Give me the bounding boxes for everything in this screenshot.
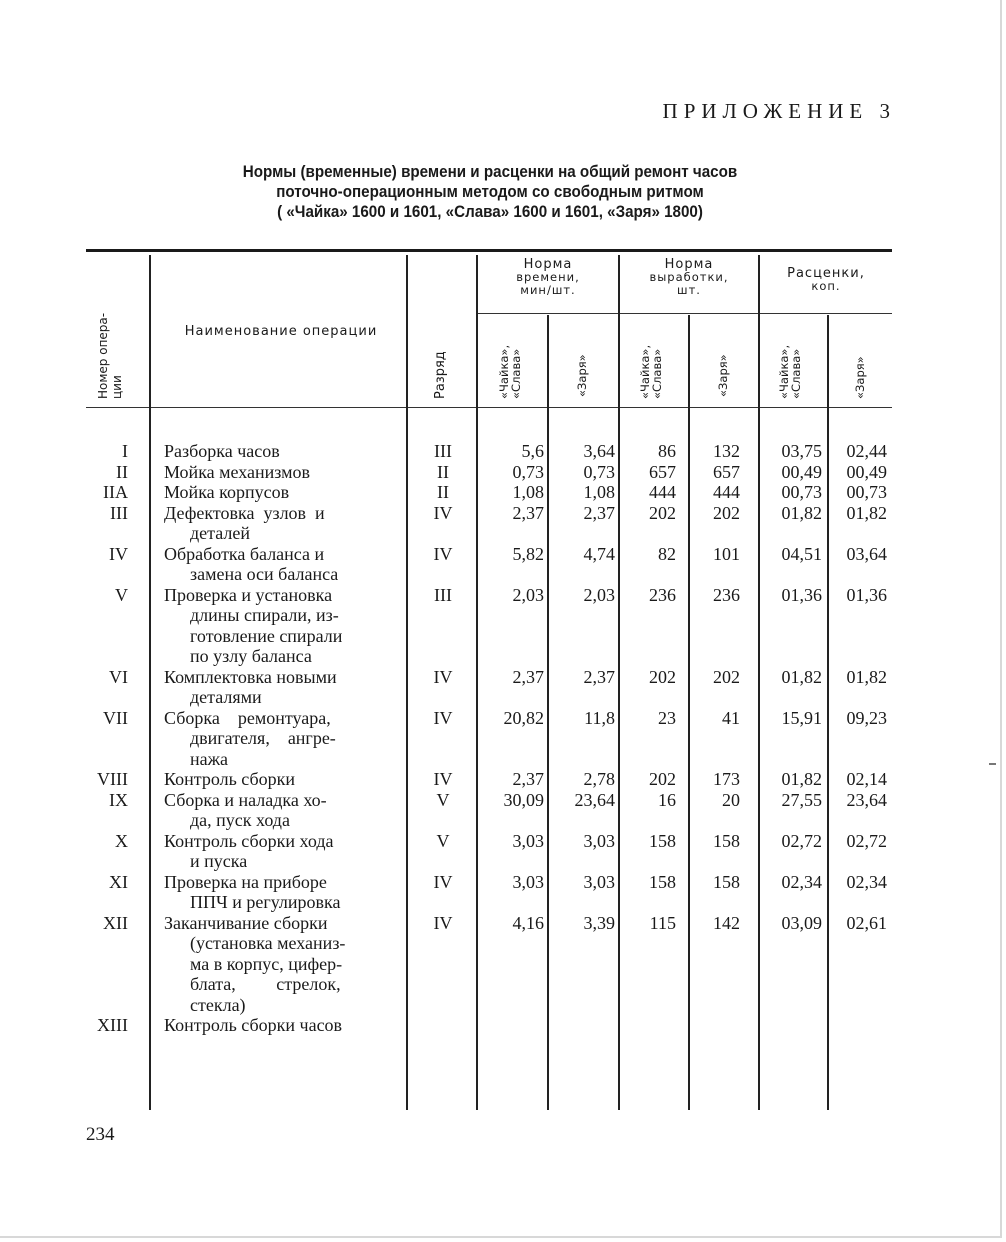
grade: IV — [433, 666, 453, 687]
page-number: 234 — [86, 1124, 115, 1145]
grade: V — [436, 830, 450, 851]
group-rule — [478, 313, 618, 314]
subheader-zarya: «Заря» — [853, 356, 867, 399]
operation-number: III — [110, 502, 128, 523]
value-out-cs: 82 — [658, 543, 676, 564]
operation-name — [164, 913, 392, 1016]
value-time-cs: 0,73 — [512, 461, 544, 482]
value-time-cs: 20,82 — [503, 707, 544, 728]
operation-number: XI — [109, 871, 128, 892]
subheader-chayka-slava — [778, 345, 802, 399]
group-rule — [620, 313, 758, 314]
operation-name-line: Проверка на приборе — [164, 871, 327, 892]
operation-name-line: Сборка и наладка хо- — [164, 789, 327, 810]
header-rates — [760, 267, 892, 293]
value-rate-z: 01,36 — [846, 584, 887, 605]
operation-name-line: двигателя, ангре- — [190, 728, 336, 748]
subheader-chayka-slava — [498, 345, 522, 399]
operation-name-line: по узлу баланса — [190, 646, 312, 666]
scan-artifact — [989, 763, 996, 765]
value-out-z: 101 — [713, 543, 740, 564]
grade: IV — [433, 502, 453, 523]
value-out-z: 236 — [713, 584, 740, 605]
value-time-z: 2,37 — [583, 666, 615, 687]
operation-number: XII — [103, 912, 128, 933]
operation-name-line: и пуска — [190, 851, 248, 871]
header-number-line2: ции — [110, 375, 124, 399]
operation-name — [164, 831, 392, 872]
value-out-cs: 444 — [649, 482, 676, 502]
value-time-cs: 3,03 — [512, 830, 544, 851]
header-number — [96, 313, 124, 399]
value-time-cs: 2,03 — [512, 584, 544, 605]
value-out-z: 444 — [713, 482, 740, 502]
value-rate-z: 00,49 — [846, 461, 887, 482]
value-out-z: 173 — [713, 769, 740, 789]
value-out-cs: 23 — [658, 707, 676, 728]
operation-name-line: ППЧ и регулировка — [190, 892, 341, 912]
grade: III — [434, 584, 452, 605]
value-out-z: 20 — [722, 789, 740, 810]
operation-name-line: ма в корпус, цифер- — [190, 953, 343, 974]
operation-name-line: стекла) — [190, 994, 246, 1015]
operation-name-line: длины спирали, из- — [190, 605, 339, 625]
value-time-z: 3,03 — [583, 830, 615, 851]
value-rate-z: 01,82 — [846, 666, 887, 687]
operation-name-line: замена оси баланса — [190, 564, 339, 584]
operation-name-line: (установка механиз- — [190, 933, 346, 953]
operation-name-line: нажа — [190, 748, 229, 769]
operation-name-line: готовление спирали — [190, 625, 343, 646]
operation-name-line: деталей — [190, 523, 250, 543]
operation-number: II — [116, 461, 128, 482]
value-rate-z: 02,34 — [846, 871, 887, 892]
col-divider — [149, 255, 151, 1110]
value-rate-z: 02,72 — [846, 830, 887, 851]
operation-name-line: Сборка ремонтуара, — [164, 707, 331, 728]
group-rule — [760, 313, 892, 314]
value-out-z: 142 — [713, 912, 740, 933]
operation-number: VIII — [97, 769, 128, 789]
value-out-z: 158 — [713, 830, 740, 851]
value-time-cs: 3,03 — [512, 871, 544, 892]
value-rate-z: 02,44 — [846, 441, 887, 461]
operation-name-line: Контроль сборки часов — [164, 1015, 343, 1035]
operation-number: IX — [109, 789, 128, 810]
table-top-rule — [86, 249, 892, 252]
value-out-cs: 202 — [649, 666, 676, 687]
operation-name-line: Дефектовка узлов и — [164, 502, 325, 523]
operation-name-line: Обработка баланса и — [164, 543, 325, 564]
grade: IV — [433, 769, 453, 789]
operation-number: XIII — [97, 1015, 128, 1035]
operation-name — [164, 769, 392, 790]
grade: V — [436, 789, 450, 810]
value-time-z: 3,64 — [583, 441, 615, 461]
operation-number: IV — [109, 543, 128, 564]
value-time-cs: 5,6 — [521, 441, 544, 461]
value-time-cs: 2,37 — [512, 502, 544, 523]
operation-name-line: Контроль сборки — [164, 769, 296, 789]
value-time-cs: 30,09 — [503, 789, 544, 810]
value-rate-z: 03,64 — [846, 543, 887, 564]
value-rate-z: 09,23 — [846, 707, 887, 728]
value-time-z: 3,03 — [583, 871, 615, 892]
value-out-cs: 202 — [649, 502, 676, 523]
header-time-l1: Норма — [523, 257, 573, 272]
subheader-zarya: «Заря» — [716, 354, 730, 397]
header-operation-name: Наименование операции — [184, 324, 378, 339]
value-time-z: 2,37 — [583, 502, 615, 523]
operation-name — [164, 544, 392, 585]
header-time-l2: времени, — [516, 270, 580, 284]
value-rate-z: 00,73 — [846, 482, 887, 502]
operation-name-line: Мойка корпусов — [164, 482, 290, 502]
value-rate-cs: 00,49 — [781, 461, 822, 482]
sub-l2: «Слава» — [789, 348, 803, 399]
value-out-z: 41 — [722, 707, 740, 728]
operation-name — [164, 708, 392, 770]
operation-name-line: Мойка механизмов — [164, 461, 311, 482]
operation-name — [164, 482, 392, 503]
operation-number: V — [115, 584, 128, 605]
table-title — [150, 162, 831, 222]
value-out-cs: 202 — [649, 769, 676, 789]
value-out-cs: 657 — [649, 461, 676, 482]
value-rate-cs: 01,82 — [781, 502, 822, 523]
value-rate-cs: 02,34 — [781, 871, 822, 892]
header-grade: Разряд — [433, 351, 448, 399]
value-out-z: 202 — [713, 666, 740, 687]
header-rates-l1: Расценки, — [787, 266, 865, 281]
value-out-z: 158 — [713, 871, 740, 892]
operation-number: I — [122, 441, 128, 461]
value-time-cs: 2,37 — [512, 666, 544, 687]
header-output-norm — [620, 258, 758, 297]
operation-name-line: да, пуск хода — [190, 810, 290, 830]
value-rate-z: 02,14 — [846, 769, 887, 789]
operation-name — [164, 503, 392, 544]
operation-name — [164, 1015, 392, 1036]
value-rate-z: 23,64 — [846, 789, 887, 810]
value-time-z: 4,74 — [583, 543, 615, 564]
operation-name-line: Контроль сборки хода — [164, 830, 334, 851]
header-rates-l2: коп. — [811, 279, 841, 293]
operation-name-line: деталями — [190, 687, 262, 707]
grade: IV — [433, 707, 453, 728]
value-time-z: 2,78 — [583, 769, 615, 789]
value-rate-cs: 00,73 — [781, 482, 822, 502]
value-out-cs: 236 — [649, 584, 676, 605]
header-time-norm — [478, 258, 618, 297]
operation-number: X — [115, 830, 128, 851]
operation-name — [164, 872, 392, 913]
value-out-cs: 158 — [649, 830, 676, 851]
value-out-cs: 86 — [658, 441, 676, 461]
value-time-cs: 1,08 — [512, 482, 544, 502]
value-time-z: 11,8 — [584, 707, 615, 728]
value-out-cs: 158 — [649, 871, 676, 892]
operation-number: VI — [109, 666, 128, 687]
title-line-1: Нормы (временные) времени и расценки на общий ремонт часов — [242, 163, 738, 181]
operation-name-line: Заканчивание сборки — [164, 912, 328, 933]
header-bottom-rule — [86, 407, 892, 408]
value-rate-cs: 01,82 — [781, 666, 822, 687]
operation-name-line: блата, стрелок, — [190, 974, 341, 994]
value-rate-cs: 02,72 — [781, 830, 822, 851]
value-rate-cs: 01,82 — [781, 769, 822, 789]
value-rate-cs: 03,09 — [781, 912, 822, 933]
grade: IV — [433, 543, 453, 564]
subheader-zarya: «Заря» — [575, 354, 589, 397]
value-time-cs: 5,82 — [512, 543, 544, 564]
operation-name — [164, 585, 392, 667]
value-rate-cs: 01,36 — [781, 584, 822, 605]
operation-name-line: Комплектовка новыми — [164, 666, 337, 687]
header-output-l3: шт. — [677, 283, 701, 297]
value-time-z: 1,08 — [583, 482, 615, 502]
value-rate-cs: 03,75 — [781, 441, 822, 461]
value-rate-z: 02,61 — [846, 912, 887, 933]
appendix-heading: ПРИЛОЖЕНИЕ 3 — [662, 99, 896, 123]
value-time-cs: 2,37 — [512, 769, 544, 789]
value-time-cs: 4,16 — [512, 912, 544, 933]
value-time-z: 2,03 — [583, 584, 615, 605]
value-time-z: 3,39 — [583, 912, 615, 933]
header-output-l2: выработки, — [649, 270, 729, 284]
value-out-z: 202 — [713, 502, 740, 523]
title-line-2: поточно-операционным методом со свободным ритмом — [276, 183, 704, 201]
subheader-chayka-slava — [639, 345, 663, 399]
header-output-l1: Норма — [664, 257, 714, 272]
operation-name — [164, 667, 392, 708]
value-out-cs: 115 — [649, 912, 676, 933]
value-out-z: 657 — [713, 461, 740, 482]
grade: II — [437, 461, 449, 482]
operation-number: IIA — [103, 482, 128, 502]
value-out-z: 132 — [713, 441, 740, 461]
operation-name-line: Разборка часов — [164, 441, 280, 461]
grade: IV — [433, 871, 453, 892]
grade: II — [437, 482, 449, 502]
value-time-z: 23,64 — [574, 789, 615, 810]
sub-l2: «Слава» — [509, 348, 523, 399]
value-rate-cs: 27,55 — [781, 789, 822, 810]
sub-l2: «Слава» — [650, 348, 664, 399]
header-time-l3: мин/шт. — [520, 283, 576, 297]
header-number-line1: Номер опера- — [96, 312, 110, 399]
grade: III — [434, 441, 452, 461]
title-line-3: ( «Чайка» 1600 и 1601, «Слава» 1600 и 1601, «Заря» 1800) — [277, 203, 703, 221]
value-time-z: 0,73 — [583, 461, 615, 482]
operation-name — [164, 790, 392, 831]
operation-name — [164, 462, 392, 483]
sub-l1: «Чайка», — [638, 344, 652, 399]
operation-name — [164, 441, 392, 462]
value-rate-z: 01,82 — [846, 502, 887, 523]
grade: IV — [433, 912, 453, 933]
operation-name-line: Проверка и установка — [164, 584, 333, 605]
value-out-cs: 16 — [658, 789, 676, 810]
operation-number: VII — [103, 707, 128, 728]
sub-l1: «Чайка», — [777, 344, 791, 399]
value-rate-cs: 04,51 — [781, 543, 822, 564]
value-rate-cs: 15,91 — [781, 707, 822, 728]
sub-l1: «Чайка», — [497, 344, 511, 399]
